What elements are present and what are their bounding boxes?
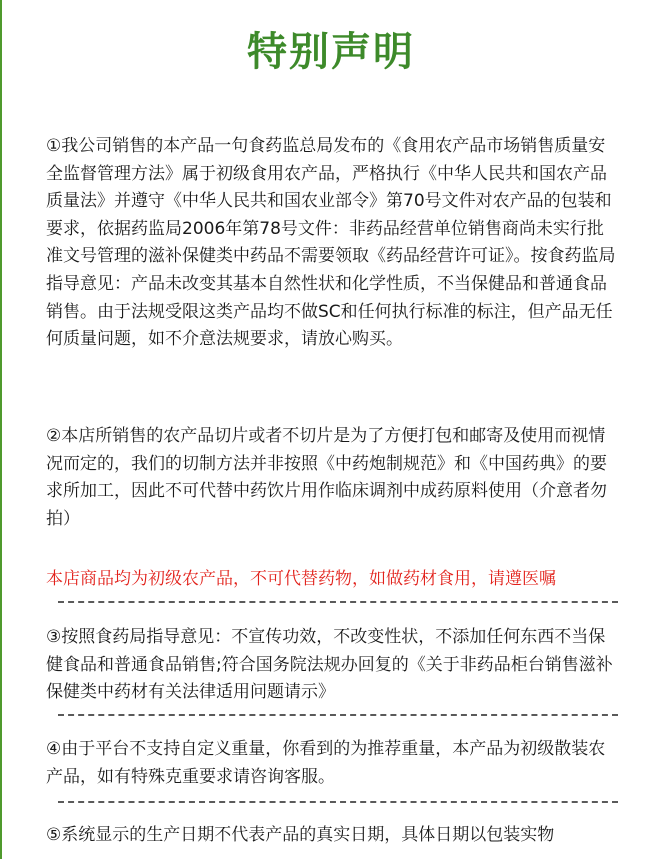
left-border-rule: [0, 0, 2, 859]
dashed-divider: [58, 801, 618, 803]
dashed-divider: [58, 601, 618, 603]
statement-paragraph-2: ②本店所销售的农产品切片或者不切片是为了方便打包和邮寄及使用而视情况而定的，我们的切制方法并非按照《中药炮制规范》和《中国药典》的要求所加工，因此不可代替中药饮片用作临床调剂中成药原料使用（介意者勿拍）: [46, 426, 607, 529]
warning-notice: 本店商品均为初级农产品，不可代替药物，如做药材食用，请遵医嘱: [46, 569, 556, 589]
statement-paragraph-5: ⑤系统显示的生产日期不代表产品的真实日期，具体日期以包装实物: [46, 825, 555, 845]
page-title: 特别声明: [247, 29, 415, 75]
statement-paragraph-3: ③按照食药局指导意见：不宣传功效，不改变性状，不添加任何东西不当保健食品和普通食品销售;符合国务院法规办回复的《关于非药品柜台销售滋补保健类中药材有关法律适用问题请示》: [46, 627, 613, 703]
statement-paragraph-4: ④由于平台不支持自定义重量，你看到的为推荐重量，本产品为初级散装农产品，如有特殊克重要求请咨询客服。: [46, 739, 606, 787]
statement-paragraph-1: ①我公司销售的本产品一句食药监总局发布的《食用农产品市场销售质量安全监督管理方法》属于初级食用农产品，严格执行《中华人民共和国农产品质量法》并遵守《中华人民共和国农业部令》第70号文件对农产品的包装和要求，依据药监局2006年第78号文件：非药品经营单位销售商尚未实行批准文号管理的滋补保健类中药品不需要领取《药品经营许可证》。按食药监局指导意见：产品未改变其基本自然性状和化学性质，不当保健品和普通食品销售。由于法规受限这类产品均不做SC和任何执行标准的标注，但产品无任何质量问题，如不介意法规要求，请放心购买。: [46, 136, 616, 350]
dashed-divider: [58, 714, 618, 716]
